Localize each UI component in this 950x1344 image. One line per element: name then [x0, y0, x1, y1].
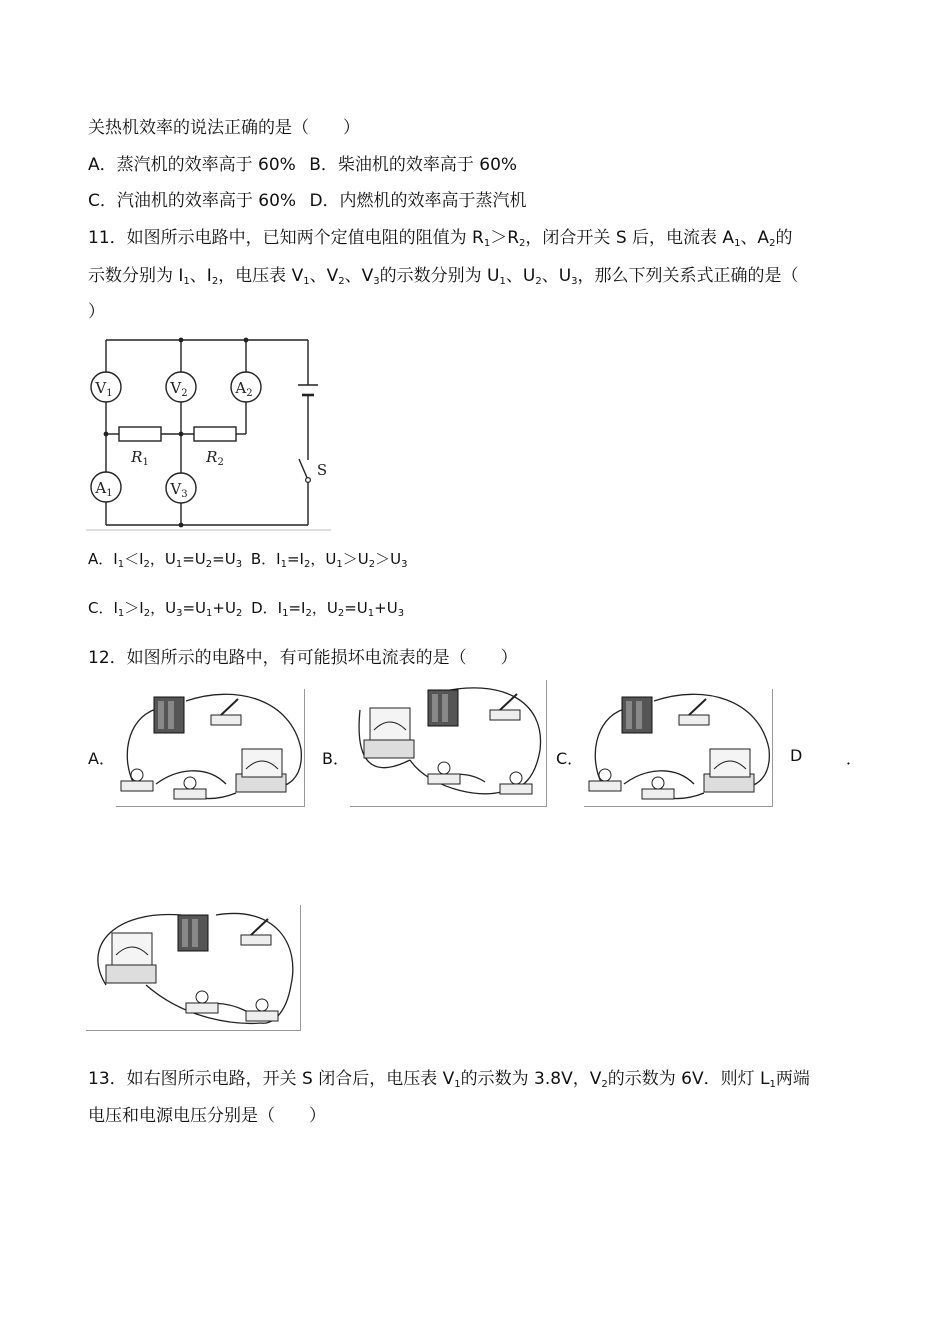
q11-stem-line2: 示数分别为 $I_1$、$I_2$，电压表 $V_1$、$V_2$、$V_3$的示数分别为 $U_1$、$U_2$、$U_3$，那么下列关系式正确的是（ [88, 266, 799, 287]
q11-stem-line3: ） [88, 302, 105, 322]
ammeter-icon [236, 749, 286, 792]
bulb-icon [246, 999, 278, 1021]
q12-label-d: D [790, 746, 803, 765]
a1-label: $A_1$ [95, 479, 113, 499]
q12-circuit-photo-a [116, 689, 305, 807]
v1-label: $V_1$ [95, 379, 113, 399]
battery-icon [428, 690, 458, 726]
v2-label: $V_2$ [170, 379, 188, 399]
battery-icon [178, 915, 208, 951]
bulb-icon [642, 777, 674, 799]
bulb-icon [428, 762, 460, 784]
q12-label-a: A． [88, 749, 115, 768]
ammeter-icon [704, 749, 754, 792]
bulb-icon [174, 777, 206, 799]
v3-label: $V_3$ [170, 480, 188, 500]
q12-circuit-photo-d [86, 905, 301, 1031]
q10-option-d: D．内燃机的效率高于蒸汽机 [309, 191, 527, 211]
q10-option-a: A．蒸汽机的效率高于 60% [88, 155, 296, 175]
q12-label-d-dot: ． [846, 749, 863, 768]
switch-icon [241, 919, 271, 945]
q11-circuit-diagram [86, 335, 331, 531]
bulb-icon [500, 772, 532, 794]
a2-label: $A_2$ [235, 379, 253, 399]
bulb-icon [186, 991, 218, 1013]
r2-label: $R_2$ [206, 448, 224, 468]
q10-options-row1 [88, 153, 517, 177]
q11-options-row1: A．$I_1<I_2$，$U_1=U_2=U_3$ B．$I_1=I_2$，$U_1>U_2>U_3$ [88, 550, 408, 570]
q10-stem: 关热机效率的说法正确的是（ ） [88, 118, 360, 138]
switch-icon [211, 699, 241, 725]
bulb-icon [589, 769, 621, 791]
q11-stem-line1: 11．如图所示电路中，已知两个定值电阻的阻值为 $R_1>R_2$，闭合开关 S 后，电流表 $A_1$、$A_2$的 [88, 228, 793, 249]
r1-label: $R_1$ [131, 448, 149, 468]
q13-stem-line1: 13．如右图所示电路，开关 S 闭合后，电压表 $V_1$的示数为 3.8V，$V_2$的示数为 6V．则灯 $L_1$两端 [88, 1069, 810, 1090]
q12-stem: 12．如图所示的电路中，有可能损坏电流表的是（ ） [88, 648, 518, 668]
q12-circuit-photo-c [584, 689, 773, 807]
q12-label-b: B． [322, 749, 349, 768]
q11-options-row2: C．$I_1>I_2$，$U_3=U_1+U_2$ D．$I_1=I_2$，$U_2=U_1+U_3$ [88, 599, 405, 619]
switch-label: S [316, 461, 328, 479]
q13-stem-line2: 电压和电源电压分别是（ ） [88, 1106, 326, 1126]
q10-options-row2 [88, 189, 527, 213]
ammeter-icon [106, 933, 156, 983]
bulb-icon [121, 769, 153, 791]
battery-icon [622, 697, 652, 733]
switch-icon [679, 699, 709, 725]
q12-circuit-photo-b [350, 680, 547, 807]
battery-icon [154, 697, 184, 733]
q12-label-c: C． [556, 749, 584, 768]
q10-option-b: B．柴油机的效率高于 60% [309, 155, 518, 175]
ammeter-icon [364, 708, 414, 758]
q10-option-c: C．汽油机的效率高于 60% [88, 191, 297, 211]
